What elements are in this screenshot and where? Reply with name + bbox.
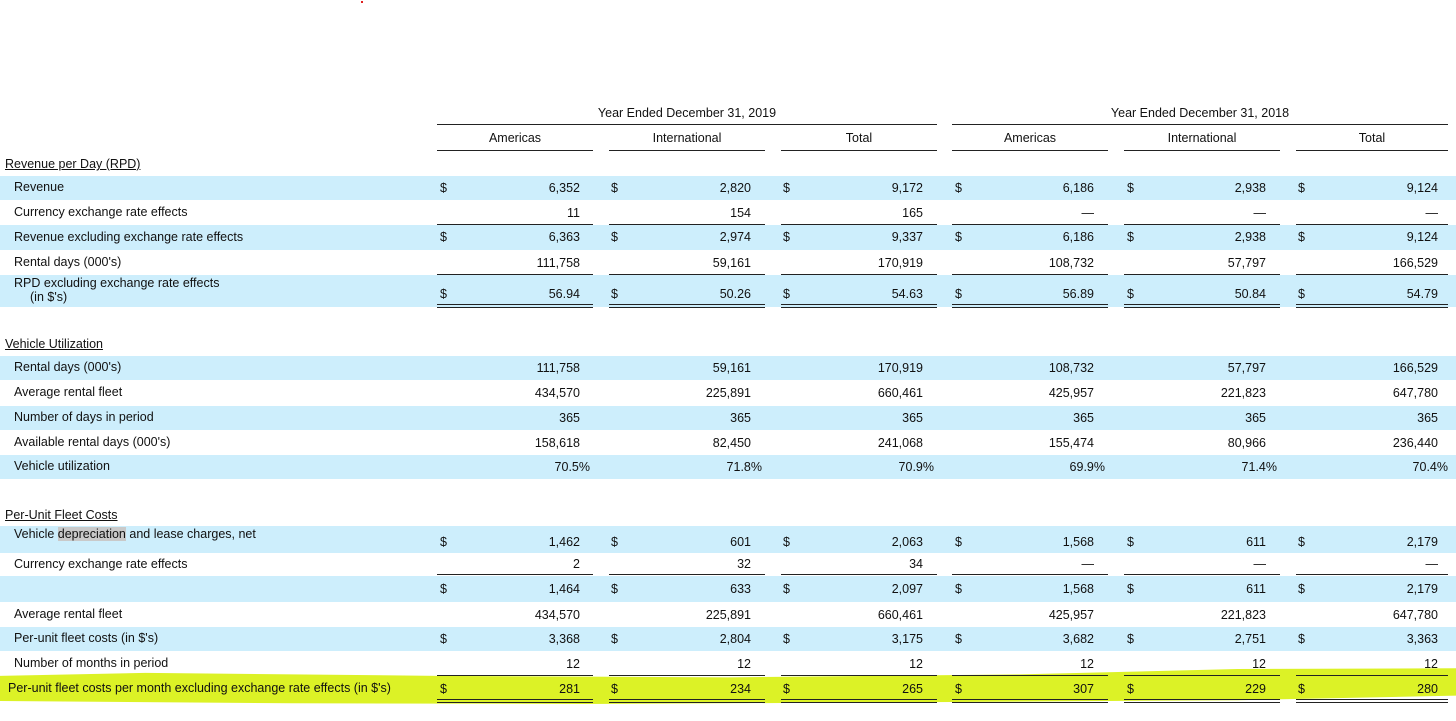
double-underline	[609, 699, 765, 703]
column-header-rule	[781, 150, 937, 151]
period-header-rule	[952, 124, 1448, 125]
row-label	[14, 527, 256, 542]
table-row	[0, 603, 1456, 627]
row-label: Number of days in period	[14, 410, 154, 424]
dollar-sign: $	[611, 631, 618, 646]
section-title: Vehicle Utilization	[5, 337, 103, 351]
cell-value: 57,797	[1227, 360, 1266, 375]
cell-value: 241,068	[877, 435, 923, 450]
table-row	[0, 676, 1456, 702]
cell-value: 365	[730, 410, 751, 425]
table-row	[0, 406, 1456, 430]
cell-value: 80,966	[1227, 435, 1266, 450]
dollar-sign: $	[440, 230, 447, 244]
row-label-part: and lease charges, net	[125, 527, 256, 541]
cell-value: 221,823	[1220, 607, 1266, 622]
cell-value: 6,363	[548, 230, 580, 244]
dollar-sign: $	[955, 286, 962, 301]
column-header-rule	[1296, 150, 1448, 151]
cell-value: 69.9%	[1069, 459, 1105, 474]
cell-value: 229	[1245, 681, 1266, 696]
cell-value: 6,186	[1062, 180, 1094, 195]
cell-value: 365	[1073, 410, 1094, 425]
period-header: Year Ended December 31, 2019	[597, 106, 777, 120]
table-row	[0, 627, 1456, 651]
cell-value: 32	[737, 557, 751, 571]
cell-value: 111,758	[536, 360, 580, 375]
cell-value: 1,568	[1062, 581, 1094, 596]
cell-value: 56.89	[1062, 286, 1094, 301]
cell-value: 166,529	[1392, 360, 1438, 375]
cell-value: 425,957	[1048, 607, 1094, 622]
dollar-sign: $	[955, 180, 962, 195]
dollar-sign: $	[1298, 581, 1305, 596]
cell-value: 166,529	[1392, 255, 1438, 270]
cell-value: —	[1081, 205, 1094, 220]
cell-value: 1,568	[1062, 535, 1094, 549]
dollar-sign: $	[1298, 681, 1305, 696]
cell-value: 111,758	[536, 255, 580, 270]
cell-value: —	[1425, 205, 1438, 220]
double-underline	[1296, 304, 1448, 308]
cell-value: 647,780	[1392, 607, 1438, 622]
cell-value: 2,751	[1234, 631, 1266, 646]
cell-value: 365	[559, 410, 580, 425]
dollar-sign: $	[440, 631, 447, 646]
cell-value: 59,161	[712, 360, 751, 375]
dollar-sign: $	[440, 535, 447, 549]
dollar-sign: $	[1298, 631, 1305, 646]
dollar-sign: $	[955, 681, 962, 696]
dollar-sign: $	[611, 535, 618, 549]
cell-value: 265	[902, 681, 923, 696]
cell-value: 365	[1417, 410, 1438, 425]
cell-value: 158,618	[534, 435, 580, 450]
row-label: Average rental fleet	[14, 385, 123, 399]
cell-value: 9,337	[891, 230, 923, 244]
row-label: Rental days (000's)	[14, 360, 122, 374]
column-header: Americas	[1003, 131, 1057, 145]
cell-value: 108,732	[1048, 360, 1094, 375]
dollar-sign: $	[440, 286, 447, 301]
dollar-sign: $	[611, 681, 618, 696]
stray-mark	[361, 1, 363, 3]
cell-value: 170,919	[877, 255, 923, 270]
cell-value: 225,891	[705, 385, 751, 400]
row-label-continued: (in $'s)	[30, 290, 68, 304]
period-header-rule	[437, 124, 937, 125]
double-underline	[437, 699, 593, 703]
cell-value: 647,780	[1392, 385, 1438, 400]
cell-value: 12	[737, 656, 751, 671]
dollar-sign: $	[783, 230, 790, 244]
cell-value: —	[1081, 557, 1094, 571]
column-header-rule	[1124, 150, 1280, 151]
dollar-sign: $	[611, 286, 618, 301]
table-row	[0, 356, 1456, 380]
cell-value: 2,063	[891, 535, 923, 549]
cell-value: 9,124	[1406, 230, 1438, 244]
single-underline	[1124, 574, 1280, 575]
cell-value: 54.79	[1406, 286, 1438, 301]
row-label: Revenue excluding exchange rate effects	[14, 229, 244, 244]
cell-value: 3,175	[891, 631, 923, 646]
cell-value: 3,368	[548, 631, 580, 646]
cell-value: 108,732	[1048, 255, 1094, 270]
table-row	[0, 576, 1456, 602]
cell-value: 2,097	[891, 581, 923, 596]
cell-value: 12	[1424, 656, 1438, 671]
double-underline	[781, 699, 937, 703]
dollar-sign: $	[1127, 286, 1134, 301]
row-label-highlighted-word: depreciation	[57, 527, 126, 541]
row-label: RPD excluding exchange rate effects	[14, 276, 220, 290]
cell-value: 601	[730, 535, 751, 549]
dollar-sign: $	[611, 180, 618, 195]
cell-value: 221,823	[1220, 385, 1266, 400]
column-header: International	[652, 131, 722, 145]
cell-value: 59,161	[712, 255, 751, 270]
cell-value: 611	[1246, 535, 1266, 549]
row-label: Vehicle utilization	[14, 459, 110, 473]
table-row	[0, 526, 1456, 553]
double-underline	[437, 304, 593, 308]
table-row	[0, 275, 1456, 307]
dollar-sign: $	[783, 286, 790, 301]
cell-value: —	[1253, 205, 1266, 220]
single-underline	[781, 574, 937, 575]
table-row	[0, 431, 1456, 455]
cell-value: 225,891	[705, 607, 751, 622]
double-underline	[952, 304, 1108, 308]
cell-value: 154	[730, 205, 751, 220]
cell-value: 611	[1246, 581, 1266, 596]
row-label: Available rental days (000's)	[14, 435, 171, 449]
dollar-sign: $	[440, 581, 447, 596]
double-underline	[781, 304, 937, 308]
cell-value: 9,172	[891, 180, 923, 195]
cell-value: 660,461	[877, 385, 923, 400]
cell-value: 2,179	[1406, 581, 1438, 596]
cell-value: 660,461	[877, 607, 923, 622]
column-header-rule	[952, 150, 1108, 151]
dollar-sign: $	[1127, 230, 1134, 244]
row-label: Currency exchange rate effects	[14, 556, 188, 571]
single-underline	[952, 574, 1108, 575]
single-underline	[609, 574, 765, 575]
table-row	[0, 554, 1456, 575]
cell-value: 50.84	[1234, 286, 1266, 301]
cell-value: 71.8%	[726, 459, 762, 474]
dollar-sign: $	[1298, 180, 1305, 195]
row-label: Average rental fleet	[14, 607, 123, 621]
section-title: Per-Unit Fleet Costs	[5, 508, 118, 522]
single-underline	[1296, 574, 1448, 575]
table-row	[0, 652, 1456, 676]
dollar-sign: $	[783, 180, 790, 195]
column-header-rule	[609, 150, 765, 151]
cell-value: 54.63	[891, 286, 923, 301]
dollar-sign: $	[955, 581, 962, 596]
dollar-sign: $	[955, 230, 962, 244]
row-label-part: Vehicle	[14, 527, 58, 541]
cell-value: 1,462	[548, 535, 580, 549]
cell-value: 2,938	[1234, 230, 1266, 244]
section-title: Revenue per Day (RPD)	[5, 157, 141, 171]
cell-value: 2,820	[719, 180, 751, 195]
cell-value: 2,974	[719, 230, 751, 244]
cell-value: 170,919	[877, 360, 923, 375]
cell-value: 70.9%	[898, 459, 934, 474]
dollar-sign: $	[783, 581, 790, 596]
cell-value: 9,124	[1406, 180, 1438, 195]
cell-value: 280	[1417, 681, 1438, 696]
cell-value: 281	[559, 681, 580, 696]
column-header: International	[1167, 131, 1237, 145]
cell-value: 6,352	[548, 180, 580, 195]
dollar-sign: $	[611, 581, 618, 596]
dollar-sign: $	[440, 681, 447, 696]
table-row	[0, 201, 1456, 225]
double-underline	[609, 304, 765, 308]
cell-value: 56.94	[548, 286, 580, 301]
dollar-sign: $	[955, 631, 962, 646]
dollar-sign: $	[955, 535, 962, 549]
cell-value: 236,440	[1392, 435, 1438, 450]
cell-value: 34	[909, 557, 923, 571]
row-label: Revenue	[14, 180, 65, 194]
cell-value: 71.4%	[1241, 459, 1277, 474]
cell-value: 12	[1252, 656, 1266, 671]
period-header: Year Ended December 31, 2018	[1110, 106, 1290, 120]
cell-value: 434,570	[534, 385, 580, 400]
dollar-sign: $	[1127, 681, 1134, 696]
cell-value: 12	[909, 656, 923, 671]
cell-value: 2,938	[1234, 180, 1266, 195]
dollar-sign: $	[1298, 230, 1305, 244]
dollar-sign: $	[783, 681, 790, 696]
dollar-sign: $	[1298, 535, 1305, 549]
table-row	[0, 381, 1456, 405]
table-row	[0, 176, 1456, 200]
cell-value: —	[1425, 557, 1438, 571]
column-header: Americas	[488, 131, 542, 145]
cell-value: 155,474	[1048, 435, 1094, 450]
double-underline	[952, 699, 1108, 703]
cell-value: 2,179	[1406, 535, 1438, 549]
cell-value: 365	[1245, 410, 1266, 425]
cell-value: 12	[1080, 656, 1094, 671]
table-row	[0, 455, 1456, 479]
column-header-rule	[437, 150, 593, 151]
dollar-sign: $	[783, 631, 790, 646]
cell-value: 57,797	[1227, 255, 1266, 270]
column-header: Total	[845, 131, 873, 145]
dollar-sign: $	[1127, 535, 1134, 549]
cell-value: 2,804	[719, 631, 751, 646]
cell-value: 425,957	[1048, 385, 1094, 400]
cell-value: 633	[730, 581, 751, 596]
cell-value: 3,363	[1406, 631, 1438, 646]
cell-value: 11	[567, 205, 580, 220]
double-underline	[1124, 304, 1280, 308]
dollar-sign: $	[1127, 631, 1134, 646]
cell-value: 6,186	[1062, 230, 1094, 244]
cell-value: 165	[902, 205, 923, 220]
double-underline	[1296, 699, 1448, 703]
dollar-sign: $	[1298, 286, 1305, 301]
dollar-sign: $	[1127, 180, 1134, 195]
row-label: Number of months in period	[14, 656, 169, 670]
dollar-sign: $	[440, 180, 447, 195]
column-header: Total	[1358, 131, 1386, 145]
cell-value: 1,464	[548, 581, 580, 596]
cell-value: 82,450	[712, 435, 751, 450]
cell-value: 12	[566, 656, 580, 671]
cell-value: 434,570	[534, 607, 580, 622]
single-underline	[437, 574, 593, 575]
cell-value: 307	[1073, 681, 1094, 696]
cell-value: 234	[730, 681, 751, 696]
cell-value: 70.4%	[1412, 459, 1448, 474]
row-label: Rental days (000's)	[14, 255, 122, 269]
dollar-sign: $	[783, 535, 790, 549]
cell-value: 70.5%	[554, 459, 590, 474]
double-underline	[1124, 699, 1280, 703]
row-label: Per-unit fleet costs (in $'s)	[14, 631, 159, 645]
cell-value: —	[1253, 557, 1266, 571]
row-label: Per-unit fleet costs per month excluding exchange rate effects (in $'s)	[8, 681, 391, 695]
cell-value: 365	[902, 410, 923, 425]
cell-value: 3,682	[1062, 631, 1094, 646]
table-row	[0, 251, 1456, 275]
table-row	[0, 225, 1456, 250]
dollar-sign: $	[1127, 581, 1134, 596]
row-label: Currency exchange rate effects	[14, 205, 188, 219]
cell-value: 50.26	[719, 286, 751, 301]
dollar-sign: $	[611, 230, 618, 244]
cell-value: 2	[573, 557, 580, 571]
